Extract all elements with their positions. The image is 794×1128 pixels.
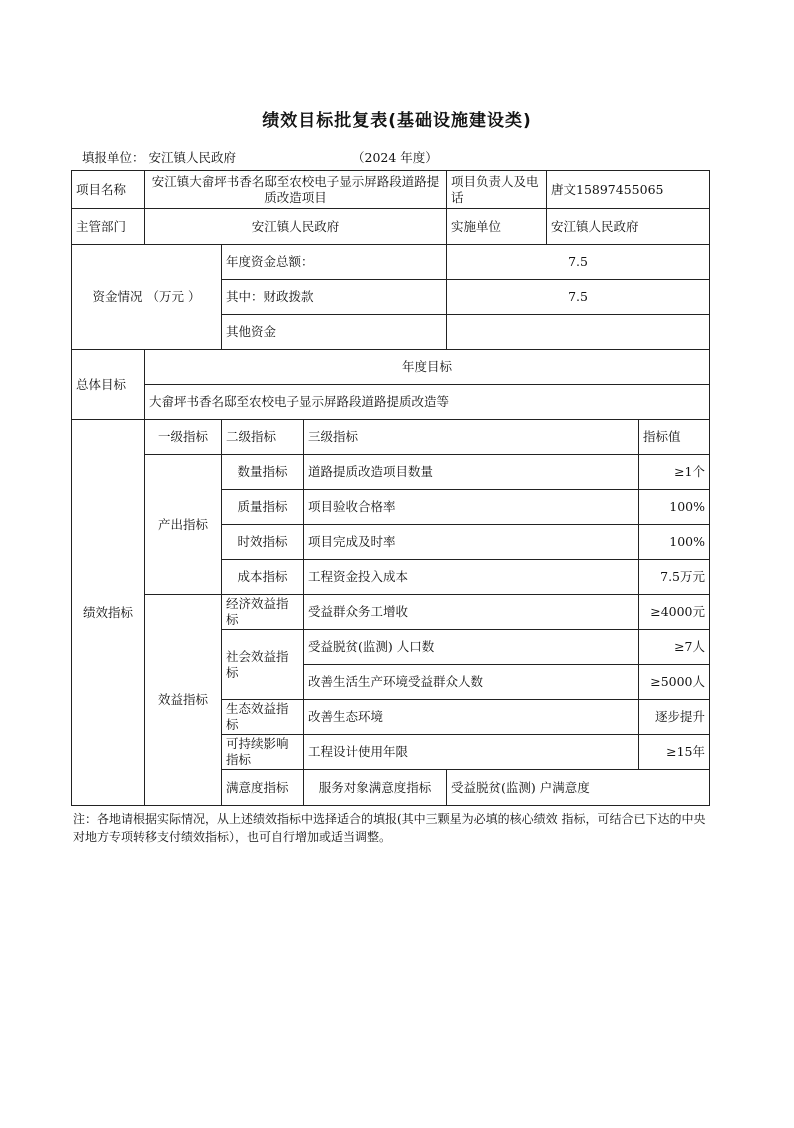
level3-cell: 受益脱贫(监测) 户满意度 [447,770,710,806]
impl-value: 安江镇人民政府 [547,209,710,245]
leader-value: 唐文15897455065 [547,171,710,209]
value-cell: ≥4000元 [639,595,710,630]
level2-cell: 数量指标 [222,455,304,490]
value-cell: 7.5万元 [639,560,710,595]
value-cell: ≥5000人 [639,665,710,700]
project-name-value: 安江镇大畲坪书香名邸至农校电子显示屏路段道路提质改造项目 [145,171,447,209]
header-level1: 一级指标 [145,420,222,455]
value-cell: ≥15年 [639,735,710,770]
level3-cell: 受益脱贫(监测) 人口数 [304,630,639,665]
value-cell: 100% [639,525,710,560]
funds-fiscal-label: 其中：财政拨款 [222,280,447,315]
goal-header: 年度目标 [145,350,710,385]
indicator-header-row [72,420,710,455]
goal-text: 大畲坪书香名邸至农校电子显示屏路段道路提质改造等 [145,385,710,420]
output-indicator-label: 产出指标 [145,455,222,595]
header-level2: 二级指标 [222,420,304,455]
dept-label: 主管部门 [72,209,145,245]
indicators-label: 绩效指标 [72,420,145,806]
level3-cell: 改善生态环境 [304,700,639,735]
level3-cell: 项目验收合格率 [304,490,639,525]
level2-cell: 生态效益指标 [222,700,304,735]
satisfaction-indicator-label: 满意度指标 [222,770,304,806]
value-cell: ≥1个 [639,455,710,490]
funds-fiscal-value: 7.5 [447,280,710,315]
benefit-indicator-label: 效益指标 [145,595,222,806]
level2-cell: 成本指标 [222,560,304,595]
indicator-row [72,455,710,490]
funds-other-label: 其他资金 [222,315,447,350]
footnote: 注：各地请根据实际情况，从上述绩效指标中选择适合的填报(其中三颗星为必填的核心绩效 指标，可结合已下达的中央对地方专项转移支付绩效指标），也可自行增加或适当调整。 [73,812,706,844]
value-cell: ≥7人 [639,630,710,665]
level2-cell: 服务对象满意度指标 [304,770,447,806]
goal-text-row [72,385,710,420]
level2-cell: 社会效益指标 [222,630,304,700]
level3-cell: 改善生活生产环境受益群众人数 [304,665,639,700]
level2-cell: 质量指标 [222,490,304,525]
level3-cell: 工程资金投入成本 [304,560,639,595]
document-title: 绩效目标批复表(基础设施建设类) [262,111,532,131]
fill-unit-label: 填报单位： [82,150,145,165]
funds-label: 资金情况 （万元 ） [72,245,222,350]
fill-unit-value: 安江镇人民政府 [148,150,237,165]
level2-cell: 经济效益指标 [222,595,304,630]
header-value: 指标值 [639,420,710,455]
goal-header-row [72,350,710,385]
leader-label: 项目负责人及电话 [447,171,547,209]
level3-cell: 受益群众务工增收 [304,595,639,630]
funds-total-value: 7.5 [447,245,710,280]
fill-unit [82,148,236,166]
goal-label: 总体目标 [72,350,145,420]
level3-cell: 工程设计使用年限 [304,735,639,770]
project-name-label: 项目名称 [72,171,145,209]
fill-year: （2024 年度） [352,150,438,165]
funds-total-label: 年度资金总额： [222,245,447,280]
indicator-row [72,595,710,630]
performance-table [71,170,710,806]
value-cell: 100% [639,490,710,525]
dept-value: 安江镇人民政府 [145,209,447,245]
level3-cell: 项目完成及时率 [304,525,639,560]
level3-cell: 道路提质改造项目数量 [304,455,639,490]
funds-other-value [447,315,710,350]
level2-cell: 可持续影响指标 [222,735,304,770]
header-level3: 三级指标 [304,420,639,455]
level2-cell: 时效指标 [222,525,304,560]
dept-row [72,209,710,245]
funds-total-row [72,245,710,280]
project-name-row [72,171,710,209]
impl-label: 实施单位 [447,209,547,245]
value-cell: 逐步提升 [639,700,710,735]
